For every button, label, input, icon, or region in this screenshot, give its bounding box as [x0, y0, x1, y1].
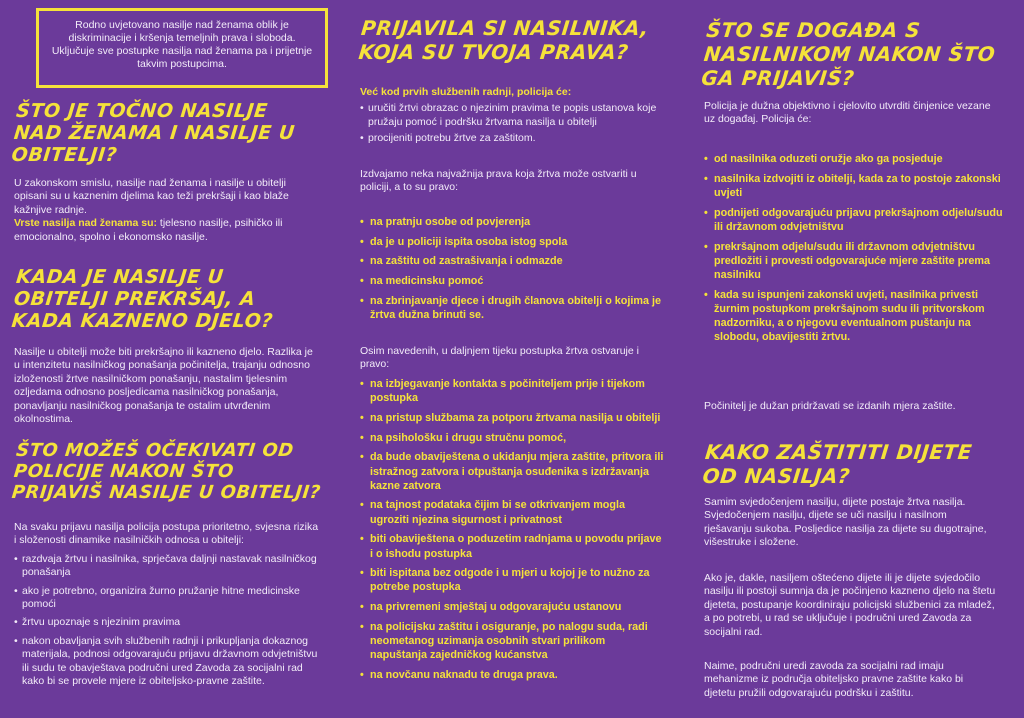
legal-definition-text: U zakonskom smislu, nasilje nad ženama i nasilje u obitelji opisani su u kaznenim djelima kao teži prekršaji i kao blaže kažnjive radnje.	[14, 177, 289, 216]
list-item: • nakon obavljanja svih službenih radnji i prikupljanja dokaznog materijala, podnosi odgovarajuću prijavu državnom odvjetništvu ili sudu te obavještava područni ured Zavoda za socijalni rad kako bi se provele mjere iz obiteljsko-pravne zaštite.	[14, 635, 319, 689]
paragraph-protection-measures: Počinitelj je dužan pridržavati se izdanih mjera zaštite.	[704, 400, 956, 412]
violence-types-text: tjelesno nasilje, psihičko ili emocionalno, spolno i ekonomsko nasilje.	[14, 217, 283, 243]
list-item: • na tajnost podataka čijim bi se otkrivanjem mogla ugroziti njezina sigurnost i privatnost	[360, 498, 665, 526]
police-rights-list	[360, 215, 665, 328]
list-item: • biti ispitana bez odgode i u mjeri u kojoj je to nužno za potrebe postupka	[360, 566, 665, 594]
column-left	[12, 0, 330, 718]
list-item: • nasilnika izdvojiti iz obitelji, kada za to postoje zakonski uvjeti	[704, 172, 1004, 200]
paragraph-child-witness: Samim svjedočenjem nasilju, dijete postaje žrtva nasilja. Svjedočenjem nasilju, dijete se uči nasilju i nasilnom rješavanju sukoba. Posljedice nasilja za dijete su dugotrajne, višestruke i složene.	[704, 496, 987, 549]
list-item: • na pristup službama za potporu žrtvama nasilja u obitelji	[360, 411, 665, 425]
list-item: • na policijsku zaštitu i osiguranje, po nalogu suda, radi neometanog uzimanja osobnih stvari prilikom napuštanja zajedničkog kućanstva	[360, 620, 665, 663]
paragraph-misdemeanor-or-crime: Nasilje u obitelji može biti prekršajno ili kazneno djelo. Razlika je u intenzitetu nasilničkog ponašanja počinitelja, trajanju odnosno izloženosti žrtve nasilničkom ponašanju, nastalim tjelesnim ozljedama odnosno posljedicama nasilničkog ponašanja, ponavljanju nasilničkog ponašanja te ostalim utvrđenim okolnostima.	[14, 346, 313, 426]
heading-police-expectations: ŠTO MOŽEŠ OČEKIVATI OD POLICIJE NAKON ŠTO PRIJAVIŠ NASILJE U OBITELJI?	[10, 440, 322, 503]
list-item: • uručiti žrtvi obrazac o njezinim pravima te popis ustanova koje pružaju pomoć i podršku žrtvama nasilja u obitelji	[360, 102, 665, 129]
first-actions-list	[360, 102, 665, 145]
heading-your-rights: PRIJAVILA SI NASILNIKA, KOJA SU TVOJA PRAVA?	[357, 16, 650, 64]
list-item: • na izbjegavanje kontakta s počiniteljem prije i tijekom postupka	[360, 377, 665, 405]
heading-what-is-violence: ŠTO JE TOČNO NASILJE NAD ŽENAMA I NASILJE U OBITELJI?	[10, 100, 296, 166]
list-item: • procijeniti potrebu žrtve za zaštitom.	[360, 132, 665, 145]
list-item: • na novčanu naknadu te druga prava.	[360, 668, 665, 682]
paragraph-police-rights-intro: Izdvajamo neka najvažnija prava koja žrtva može ostvariti u policiji, a to su pravo:	[360, 168, 637, 194]
list-item: • od nasilnika oduzeti oružje ako ga posjeduje	[704, 152, 1004, 166]
list-item: • na privremeni smještaj u odgovarajuću ustanovu	[360, 600, 665, 614]
list-item: • na pratnju osobe od povjerenja	[360, 215, 665, 229]
list-item: • da je u policiji ispita osoba istog spola	[360, 235, 665, 249]
police-actions-list	[14, 553, 319, 689]
heading-misdemeanor-or-crime: KADA JE NASILJE U OBITELJI PREKRŠAJ, A KADA KAZNENO DJELO?	[10, 266, 275, 332]
paragraph-further-rights-intro: Osim navedenih, u daljnjem tijeku postupka žrtva ostvaruje i pravo:	[360, 345, 639, 371]
police-actions-offender-list	[704, 152, 1004, 350]
police-priority-text: Na svaku prijavu nasilja policija postupa prioritetno, svjesna rizika i složenosti dinamike nasilničkih odnosa u obitelji:	[14, 521, 319, 547]
list-item: • žrtvu upoznaje s njezinim pravima	[14, 616, 319, 629]
list-item: • ako je potrebno, organizira žurno pružanje hitne medicinske pomoći	[14, 585, 319, 612]
paragraph-child-coordination: Ako je, dakle, nasiljem oštećeno dijete ili je dijete svjedočilo nasilju ili postoji sumnja da je počinjeno kazneno djelo na štetu djeteta, postupanje koordiniraju policijski službenici za mladež, a po potrebi, u rad se uključuje i područni ured Zavoda za socijalni rad.	[704, 572, 996, 638]
list-item: • na zbrinjavanje djece i drugih članova obitelji o kojima je žrtva dužna brinuti se.	[360, 294, 665, 322]
list-item: • prekršajnom odjelu/sudu ili državnom odvjetništvu predložiti i provesti odgovarajuće mjere zaštite prema nasilniku	[704, 240, 1004, 283]
list-item: • da bude obaviještena o ukidanju mjera zaštite, pritvora ili istražnog zatvora i otpuštanja osuđenika s izdržavanja kazne zatvora	[360, 450, 665, 493]
paragraph-first-actions	[360, 86, 665, 146]
column-middle	[356, 0, 674, 718]
first-actions-lead: Već kod prvih službenih radnji, policija će:	[360, 86, 572, 98]
list-item: • biti obaviještena o poduzetim radnjama u povodu prijave i o ishodu postupka	[360, 532, 665, 560]
column-right	[698, 0, 1016, 718]
paragraph-police-priority	[14, 521, 319, 688]
paragraph-social-care: Naime, područni uredi zavoda za socijalni rad imaju mehanizme iz područja obiteljsko pravne zaštite kako bi djetetu pružili odgovarajuću podršku i zaštitu.	[704, 660, 964, 699]
intro-text: Rodno uvjetovano nasilje nad ženama oblik je diskriminacije i kršenja temeljnih prava i sloboda. Uključuje sve postupke nasilja nad ženama pa i prijetnje takvim postupcima.	[51, 19, 313, 70]
further-rights-list	[360, 377, 665, 688]
paragraph-police-duty: Policija je dužna objektivno i cjelovito utvrditi činjenice vezane uz događaj. Policija će:	[704, 100, 991, 126]
list-item: • na medicinsku pomoć	[360, 274, 665, 288]
paragraph-legal-definition	[14, 177, 319, 244]
list-item: • na zaštitu od zastrašivanja i odmazde	[360, 254, 665, 268]
list-item: • razdvaja žrtvu i nasilnika, sprječava daljnji nastavak nasilničkog ponašanja	[14, 553, 319, 580]
list-item: • kada su ispunjeni zakonski uvjeti, nasilnika privesti žurnim postupkom prekršajnom sudu ili pritvorskom nadzorniku, a o njegovu eventualnom puštanju na slobodu, obavijestiti žrtvu.	[704, 288, 1004, 345]
violence-types-label: Vrste nasilja nad ženama su:	[14, 217, 157, 230]
list-item: • podnijeti odgovarajuću prijavu prekršajnom odjelu/sudu ili državnom odvjetništvu	[704, 206, 1004, 234]
intro-box	[36, 8, 328, 88]
heading-after-reporting: ŠTO SE DOGAĐA S NASILNIKOM NAKON ŠTO GA PRIJAVIŠ?	[700, 18, 997, 90]
list-item: • na psihološku i drugu stručnu pomoć,	[360, 431, 665, 445]
heading-protect-child: KAKO ZAŠTITITI DIJETE OD NASILJA?	[701, 440, 974, 488]
